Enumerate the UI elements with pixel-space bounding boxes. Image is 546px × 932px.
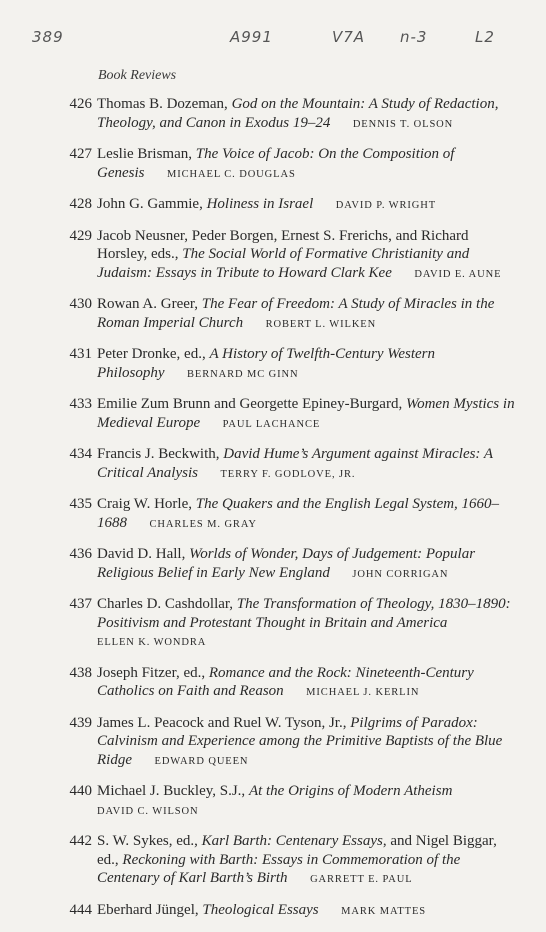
author-names: Francis J. Beckwith, [97,446,224,462]
review-entry [0,714,546,772]
review-citation [97,145,522,184]
author-names: Thomas B. Dozeman, [97,96,232,112]
author-names: , and Nigel Biggar, ed., [97,833,497,868]
review-citation [97,227,522,285]
review-citation [97,832,522,890]
handwritten-annotation [30,28,510,54]
book-title: Karl Barth: Centenary Essays [201,833,383,849]
handwritten-note: A991 [230,28,273,46]
review-entry [0,782,546,821]
book-title: At the Origins of Modern Atheism [248,783,453,799]
reviewer-name: ELLEN K. WONDRA [97,637,207,648]
reviewer-name: JOHN CORRIGAN [352,568,449,580]
page-number: 442 [69,833,92,849]
reviewer-name: CHARLES M. GRAY [149,518,257,530]
review-citation [97,664,522,703]
review-citation [97,195,522,216]
book-title: Women Mystics in Medieval Europe [97,396,515,431]
page-number: 437 [69,596,92,612]
page-number: 434 [69,446,92,462]
book-title: The Voice of Jacob: On the Composition of Genesis [97,146,455,181]
section-title: Book Reviews [98,68,177,83]
page-number: 439 [69,714,92,731]
review-citation [97,495,522,534]
book-title: The Transformation of Theology, 1830–1890: Positivism and Protestant Thought in Britain and America [97,596,511,631]
reviewer-name: EDWARD QUEEN [154,755,249,767]
review-entry [0,295,546,334]
author-names: Joseph Fitzer, ed., [97,664,209,681]
book-title: David Hume’s Argument against Miracles: A Critical Analysis [97,446,493,481]
review-citation [97,345,522,384]
review-citation [97,782,522,821]
reviewer-name: MARK MATTES [341,905,427,917]
review-citation [97,95,522,134]
review-entry [0,395,546,434]
page-number: 444 [69,901,92,918]
book-title: God on the Mountain: A Study of Redaction, Theology, and Canon in Exodus 19–24 [97,96,499,131]
page-number: 433 [69,396,92,412]
page-number: 436 [69,546,92,562]
review-entry [0,664,546,703]
review-entry [0,545,546,584]
author-names: S. W. Sykes, ed., [97,833,202,849]
author-names: Craig W. Horle, [97,496,196,512]
book-title: Worlds of Wonder, Days of Judgement: Popular Religious Belief in Early New England [97,546,476,581]
review-citation [97,714,522,772]
author-names: Michael J. Buckley, S.J., [97,783,249,799]
reviewer-name: GARRETT E. PAUL [310,874,413,885]
page-number: 440 [69,783,92,799]
reviewer-name: DENNIS T. OLSON [352,118,454,130]
book-title: A History of Twelfth-Century Western Philosophy [97,346,436,381]
book-title: Romance and the Rock: Nineteenth-Century Catholics on Faith and Reason [97,664,474,699]
author-names: David D. Hall, [97,546,190,562]
review-entry [0,495,546,534]
page-number: 428 [69,196,92,212]
review-list [0,95,546,932]
author-names: Emilie Zum Brunn and Georgette Epiney-Burgard, [97,396,406,412]
reviewer-name: DAVID E. AUNE [414,268,502,280]
review-entry [0,345,546,384]
author-names: Charles D. Cashdollar, [97,596,237,612]
handwritten-note: V7A [332,28,366,46]
book-title: Pilgrims of Paradox: Calvinism and Experience among the Primitive Baptists of the Blue Ridge [97,714,503,768]
review-entry [0,445,546,484]
review-citation [97,395,522,434]
review-entry [0,145,546,184]
author-names: Leslie Brisman, [97,146,196,162]
review-entry [0,195,546,216]
reviewer-name: DAVID P. WRIGHT [335,200,437,211]
reviewer-name: TERRY F. GODLOVE, JR. [220,468,356,480]
review-citation [97,545,522,584]
page-number: 430 [69,296,92,312]
review-citation [97,445,522,484]
reviewer-name: MICHAEL C. DOUGLAS [167,168,296,180]
page-number: 431 [69,346,92,362]
page-number: 427 [69,146,92,162]
page-number: 438 [69,664,92,681]
reviewer-name: PAUL LACHANCE [222,418,321,430]
reviewer-name: MICHAEL J. KERLIN [306,687,420,698]
review-entry [0,95,546,134]
handwritten-note: 389 [32,28,64,46]
handwritten-note: n-3 [400,28,428,46]
author-names: Rowan A. Greer, [97,296,202,312]
author-names: Eberhard Jüngel, [97,901,203,918]
book-title: The Fear of Freedom: A Study of Miracles in the Roman Imperial Church [97,296,495,331]
author-names: John G. Gammie, [97,196,207,212]
book-title: The Quakers and the English Legal System, 1660–1688 [97,496,500,531]
book-title: Reckoning with Barth: Essays in Commemoration of the Centenary of Karl Barth’s Birth [97,851,461,886]
page-number: 435 [69,496,92,512]
author-names: Jacob Neusner, Peder Borgen, Ernest S. Frerichs, and Richard Horsley, eds., [97,227,469,262]
reviewer-name: ROBERT L. WILKEN [265,318,377,330]
page-number: 426 [69,96,92,112]
author-names: Peter Dronke, ed., [97,346,210,362]
handwritten-note: L2 [475,28,495,46]
review-entry [0,832,546,890]
review-entry [0,901,546,922]
review-entry [0,227,546,285]
review-citation [97,295,522,334]
book-title: Holiness in Israel [206,196,314,212]
review-citation [97,595,522,653]
reviewer-name: BERNARD MC GINN [187,368,299,380]
book-title: The Social World of Formative Christianity and Judaism: Essays in Tribute to Howard Clark Kee [97,246,470,281]
review-citation [97,901,522,922]
review-entry [0,595,546,653]
author-names: James L. Peacock and Ruel W. Tyson, Jr., [97,714,351,731]
book-title: Theological Essays [202,901,319,918]
reviewer-name: DAVID C. WILSON [97,805,199,817]
page-number: 429 [69,227,92,244]
